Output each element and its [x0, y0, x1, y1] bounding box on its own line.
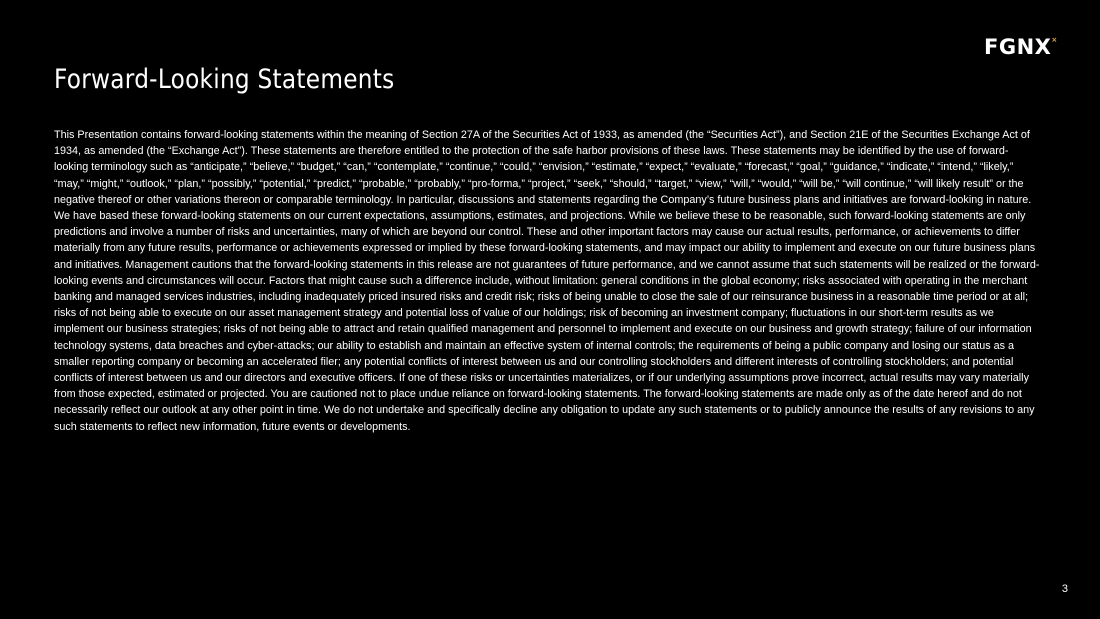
logo-accent-mark: ×: [1051, 36, 1058, 44]
page-title: Forward-Looking Statements: [54, 64, 395, 95]
disclaimer-body-text: This Presentation contains forward-looking statements within the meaning of Section 27A of the Securities Act of 1933, as amended (the “Securities Act”), and Section 21E of the Securities Exchange Act of 1934, as amended (the “Exchange Act”). These statements are therefore entitled to the protection of the safe harbor provisions of these laws. These statements may be identified by the use of forward-looking terminology such as “anticipate,” “believe,” “budget,” “can,” “contemplate,” “continue,” “could,” “envision,” “estimate,” “expect,” “evaluate,” “forecast,” “goal,” “guidance,” “indicate,” “intend,” “likely,” “may,” “might,” “outlook,” “plan,” “possibly,” “potential,” “predict,” “probable,” “probably,” “pro-forma,” “project,” “seek,” “should,” “target,” “view,” “will,” “would,” “will be,” “will continue,” “will likely result” or the negative thereof or other variations thereon or comparable terminology. In particular, discussions and statements regarding the Company’s future business plans and initiatives are forward-looking in nature. We have based these forward-looking statements on our current expectations, assumptions, estimates, and projections. While we believe these to be reasonable, such forward-looking statements are only predictions and involve a number of risks and uncertainties, many of which are beyond our control. These and other important factors may cause our actual results, performance, or achievements to differ materially from any future results, performance or achievements expressed or implied by these forward-looking statements, and may impact our ability to implement and execute on our future business plans and initiatives. Management cautions that the forward-looking statements in this release are not guarantees of future performance, and we cannot assume that such statements will be realized or the forward-looking events and circumstances will occur. Factors that might cause such a difference include, without limitation: general conditions in the global economy; risks associated with operating in the merchant banking and managed services industries, including inadequately priced insured risks and credit risk; risks of being unable to close the sale of our reinsurance business in a reasonable time period or at all; risks of not being able to execute on our asset management strategy and potential loss of value of our holdings; risk of becoming an investment company; fluctuations in our short-term results as we implement our business strategies; risks of not being able to attract and retain qualified management and personnel to implement and execute on our business and growth strategy; failure of our information technology systems, data breaches and cyber-attacks; our ability to establish and maintain an effective system of internal controls; the requirements of being a public company and losing our status as a smaller reporting company or becoming an accelerated filer; any potential conflicts of interest between us and our controlling stockholders and different interests of controlling stockholders; and potential conflicts of interest between us and our directors and executive officers. If one of these risks or uncertainties materializes, or if our underlying assumptions prove incorrect, actual results may vary materially from those expected, estimated or projected. You are cautioned not to place undue reliance on forward-looking statements. The forward-looking statements are made only as of the date hereof and do not necessarily reflect our outlook at any other point in time. We do not undertake and specifically decline any obligation to update any such statements or to publicly announce the results of any revisions to any such statements to reflect new information, future events or developments.: [54, 129, 1040, 433]
fgnx-logo: [984, 35, 1057, 59]
logo-wordmark: FGNX: [984, 35, 1052, 59]
page-number: 3: [1061, 583, 1068, 595]
